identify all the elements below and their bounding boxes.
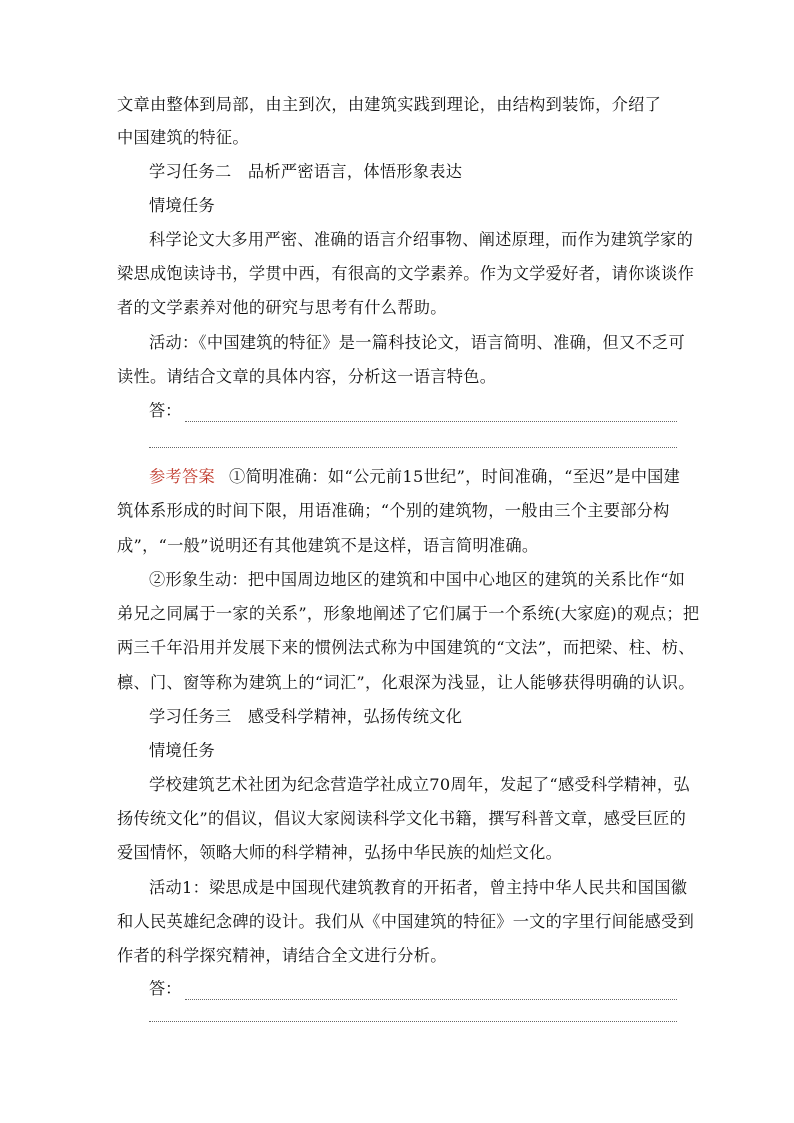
answer-dotted-line [185, 405, 677, 422]
body-text-line: 中国建筑的特征。 [117, 128, 249, 147]
answer-label: 答： [149, 979, 182, 998]
subsection-heading: 情境任务 [149, 741, 215, 760]
section-heading: 学习任务二 品析严密语言，体悟形象表达 [149, 162, 463, 181]
body-text-line: 弟兄之同属于一家的关系”，形象地阐述了它们属于一个系统(大家庭)的观点；把 [117, 604, 700, 623]
body-text-line: 学校建筑艺术社团为纪念营造学社成立70周年，发起了“感受科学精神，弘 [149, 775, 690, 794]
answer-dotted-line [149, 1020, 677, 1022]
answer-dotted-line [149, 446, 677, 448]
answer-label: 答： [149, 401, 182, 420]
activity-text-line: 活动1：梁思成是中国现代建筑教育的开拓者，曾主持中华人民共和国国徽 [149, 878, 688, 897]
body-text-line: 科学论文大多用严密、准确的语言介绍事物、阐述原理，而作为建筑学家的 [149, 230, 694, 249]
body-text-line: ②形象生动：把中国周边地区的建筑和中国中心地区的建筑的关系比作“如 [149, 570, 686, 589]
body-text-line: 檩、门、窗等称为建筑上的“词汇”，化艰深为浅显，让人能够获得明确的认识。 [117, 673, 695, 692]
body-text-line: 两三千年沿用并发展下来的惯例法式称为中国建筑的“文法”，而把梁、柱、枋、 [117, 638, 695, 657]
reference-answer-line [149, 466, 680, 488]
answer-dotted-line [185, 983, 677, 1000]
activity-text-line: 作者的科学探究精神，请结合全文进行分析。 [117, 946, 447, 965]
body-text-line: 文章由整体到局部，由主到次，由建筑实践到理论，由结构到装饰，介绍了 [117, 95, 662, 114]
reference-answer-text: ①简明准确：如“公元前15世纪”，时间准确，“至迟”是中国建 [228, 467, 681, 486]
body-text-line: 者的文学素养对他的研究与思考有什么帮助。 [117, 298, 447, 317]
activity-text-line: 活动：《中国建筑的特征》是一篇科技论文，语言简明、准确，但又不乏可 [149, 333, 685, 352]
reference-answer-label: 参考答案 [149, 467, 215, 486]
answer-field [149, 978, 677, 1000]
activity-text-line: 和人民英雄纪念碑的设计。我们从《中国建筑的特征》一文的字里行间能感受到 [117, 912, 695, 931]
body-text-line: 成”，“一般”说明还有其他建筑不是这样，语言简明准确。 [117, 536, 539, 555]
body-text-line: 爱国情怀，领略大师的科学精神，弘扬中华民族的灿烂文化。 [117, 843, 563, 862]
body-text-line: 筑体系形成的时间下限，用语准确；“个别的建筑物，一般由三个主要部分构 [117, 501, 670, 520]
subsection-heading: 情境任务 [149, 196, 215, 215]
answer-field [149, 400, 677, 422]
activity-text-line: 读性。请结合文章的具体内容，分析这一语言特色。 [117, 367, 497, 386]
body-text-line: 扬传统文化”的倡议，倡议大家阅读科学文化书籍，撰写科普文章，感受巨匠的 [117, 809, 687, 828]
body-text-line: 梁思成饱读诗书，学贯中西，有很高的文学素养。作为文学爱好者，请你谈谈作 [117, 264, 695, 283]
section-heading: 学习任务三 感受科学精神，弘扬传统文化 [149, 707, 463, 726]
